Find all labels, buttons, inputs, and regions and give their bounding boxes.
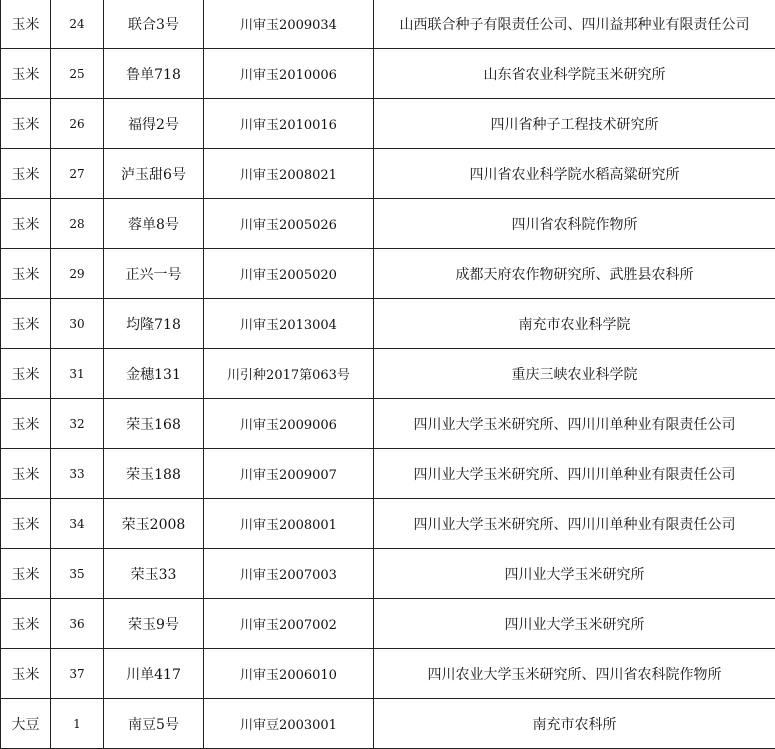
breeder-organization-cell: 成都天府农作物研究所、武胜县农科所: [374, 249, 775, 299]
breeder-organization-cell: 四川省种子工程技术研究所: [374, 99, 775, 149]
breeder-organization-cell: 四川业大学玉米研究所、四川川单种业有限责任公司: [374, 449, 775, 499]
crop-cell: 玉米: [1, 149, 51, 199]
breeder-organization-cell: 四川业大学玉米研究所: [374, 549, 775, 599]
crop-cell: 玉米: [1, 599, 51, 649]
variety-name-cell: 均隆718: [104, 299, 204, 349]
crop-cell: 玉米: [1, 499, 51, 549]
crop-cell: 玉米: [1, 99, 51, 149]
breeder-organization-cell: 四川业大学玉米研究所、四川川单种业有限责任公司: [374, 399, 775, 449]
breeder-organization-cell: 南充市农业科学院: [374, 299, 775, 349]
variety-name-cell: 荣玉188: [104, 449, 204, 499]
crop-cell: 玉米: [1, 199, 51, 249]
number-cell: 37: [51, 649, 104, 699]
breeder-organization-cell: 四川省农科院作物所: [374, 199, 775, 249]
breeder-organization-cell: 重庆三峡农业科学院: [374, 349, 775, 399]
variety-name-cell: 泸玉甜6号: [104, 149, 204, 199]
breeder-organization-cell: 山西联合种子有限责任公司、四川益邦种业有限责任公司: [374, 0, 775, 49]
approval-number-cell: 川审玉2013004: [204, 299, 374, 349]
approval-number-cell: 川审玉2009034: [204, 0, 374, 49]
table-row: [1, 599, 775, 649]
table-row: [1, 399, 775, 449]
variety-name-cell: 荣玉168: [104, 399, 204, 449]
number-cell: 27: [51, 149, 104, 199]
approval-number-cell: 川审玉2005020: [204, 249, 374, 299]
crop-cell: 玉米: [1, 49, 51, 99]
table-row: [1, 349, 775, 399]
approval-number-cell: 川审玉2007002: [204, 599, 374, 649]
breeder-organization-cell: 南充市农科所: [374, 699, 775, 749]
breeder-organization-cell: 四川业大学玉米研究所: [374, 599, 775, 649]
approval-number-cell: 川审玉2009007: [204, 449, 374, 499]
crop-cell: 玉米: [1, 399, 51, 449]
number-cell: 36: [51, 599, 104, 649]
approval-number-cell: 川审玉2010016: [204, 99, 374, 149]
table-row: [1, 699, 775, 749]
variety-name-cell: 川单417: [104, 649, 204, 699]
table-row: [1, 199, 775, 249]
breeder-organization-cell: 山东省农业科学院玉米研究所: [374, 49, 775, 99]
approval-number-cell: 川审玉2007003: [204, 549, 374, 599]
approval-number-cell: 川审玉2005026: [204, 199, 374, 249]
variety-name-cell: 金穗131: [104, 349, 204, 399]
breeder-organization-cell: 四川农业大学玉米研究所、四川省农科院作物所: [374, 649, 775, 699]
number-cell: 25: [51, 49, 104, 99]
crop-cell: 玉米: [1, 549, 51, 599]
table-row: [1, 99, 775, 149]
approval-number-cell: 川审豆2003001: [204, 699, 374, 749]
number-cell: 1: [51, 699, 104, 749]
breeder-organization-cell: 四川业大学玉米研究所、四川川单种业有限责任公司: [374, 499, 775, 549]
table-row: [1, 649, 775, 699]
crop-cell: 玉米: [1, 449, 51, 499]
approval-number-cell: 川审玉2008021: [204, 149, 374, 199]
variety-name-cell: 荣玉33: [104, 549, 204, 599]
variety-name-cell: 鲁单718: [104, 49, 204, 99]
crop-cell: 玉米: [1, 299, 51, 349]
number-cell: 28: [51, 199, 104, 249]
variety-name-cell: 蓉单8号: [104, 199, 204, 249]
variety-name-cell: 联合3号: [104, 0, 204, 49]
crop-cell: 玉米: [1, 649, 51, 699]
table-row: [1, 299, 775, 349]
table-row: [1, 549, 775, 599]
number-cell: 24: [51, 0, 104, 49]
variety-name-cell: 荣玉2008: [104, 499, 204, 549]
table-body: [1, 0, 775, 749]
table-row: [1, 0, 775, 49]
crop-cell: 玉米: [1, 349, 51, 399]
number-cell: 35: [51, 549, 104, 599]
number-cell: 32: [51, 399, 104, 449]
table-row: [1, 449, 775, 499]
variety-name-cell: 正兴一号: [104, 249, 204, 299]
number-cell: 29: [51, 249, 104, 299]
table-row: [1, 49, 775, 99]
crop-cell: 大豆: [1, 699, 51, 749]
number-cell: 26: [51, 99, 104, 149]
table-row: [1, 249, 775, 299]
variety-name-cell: 福得2号: [104, 99, 204, 149]
breeder-organization-cell: 四川省农业科学院水稻高粱研究所: [374, 149, 775, 199]
approval-number-cell: 川审玉2006010: [204, 649, 374, 699]
number-cell: 34: [51, 499, 104, 549]
crop-cell: 玉米: [1, 0, 51, 49]
number-cell: 31: [51, 349, 104, 399]
approval-number-cell: 川审玉2010006: [204, 49, 374, 99]
approval-number-cell: 川审玉2009006: [204, 399, 374, 449]
table-row: [1, 499, 775, 549]
number-cell: 30: [51, 299, 104, 349]
approval-number-cell: 川引种2017第063号: [204, 349, 374, 399]
variety-name-cell: 荣玉9号: [104, 599, 204, 649]
variety-name-cell: 南豆5号: [104, 699, 204, 749]
approval-number-cell: 川审玉2008001: [204, 499, 374, 549]
table-row: [1, 149, 775, 199]
number-cell: 33: [51, 449, 104, 499]
crop-cell: 玉米: [1, 249, 51, 299]
